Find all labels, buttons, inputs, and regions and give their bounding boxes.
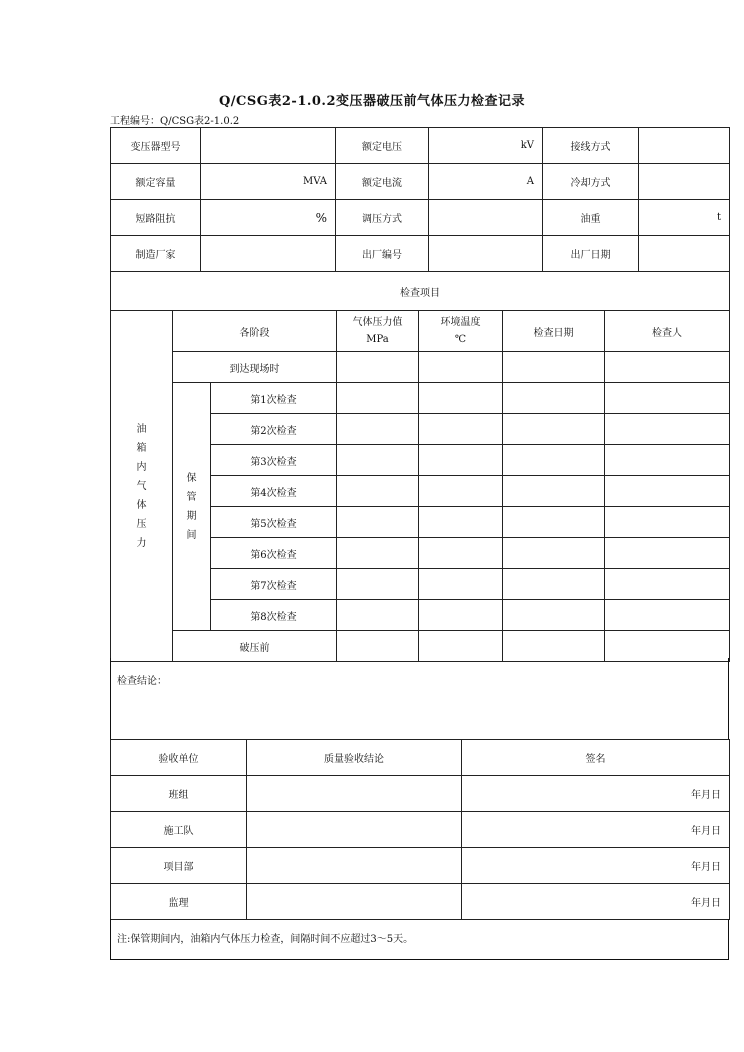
check-cell[interactable] — [605, 445, 730, 476]
project-dept-conclusion[interactable] — [247, 848, 462, 884]
date-text: 年月日 — [691, 862, 721, 873]
supervisor-conclusion[interactable] — [247, 884, 462, 920]
serial-no-value[interactable] — [429, 236, 543, 272]
a-unit: A — [526, 176, 534, 187]
team-conclusion[interactable] — [247, 776, 462, 812]
impedance-label: 短路阻抗 — [111, 200, 201, 236]
check-4-label: 第4次检查 — [211, 476, 337, 507]
info-table — [110, 127, 730, 311]
oil-tank-pressure-label: 油 箱 内 气 体 压 力 — [111, 311, 173, 662]
check-cell[interactable] — [605, 414, 730, 445]
factory-date-value[interactable] — [639, 236, 730, 272]
check-cell[interactable] — [419, 476, 503, 507]
acceptance-table — [110, 739, 730, 920]
check-5-label: 第5次检查 — [211, 507, 337, 538]
check-cell[interactable] — [337, 507, 419, 538]
check-cell[interactable] — [419, 600, 503, 631]
date-text: 年月日 — [691, 898, 721, 909]
check-cell[interactable] — [605, 507, 730, 538]
check-cell[interactable] — [503, 600, 605, 631]
check-cell[interactable] — [605, 569, 730, 600]
check-3-label: 第3次检查 — [211, 445, 337, 476]
manufacturer-value[interactable] — [201, 236, 336, 272]
construction-team-conclusion[interactable] — [247, 812, 462, 848]
before-break-temp[interactable] — [419, 631, 503, 662]
check-cell[interactable] — [337, 476, 419, 507]
connection-label: 接线方式 — [543, 128, 639, 164]
project-dept-signature[interactable] — [462, 848, 730, 884]
check-8-label: 第8次检查 — [211, 600, 337, 631]
connection-value[interactable] — [639, 128, 730, 164]
rated-voltage-label: 额定电压 — [336, 128, 429, 164]
check-cell[interactable] — [419, 414, 503, 445]
before-break-pressure[interactable] — [337, 631, 419, 662]
cooling-label: 冷却方式 — [543, 164, 639, 200]
pressure-header: 气体压力值 MPa — [337, 311, 419, 352]
factory-date-label: 出厂日期 — [543, 236, 639, 272]
oil-weight-label: 油重 — [543, 200, 639, 236]
quality-conclusion-header: 质量验收结论 — [247, 740, 462, 776]
signature-header: 签名 — [462, 740, 730, 776]
cooling-value[interactable] — [639, 164, 730, 200]
kv-unit: kV — [520, 140, 534, 151]
arrival-date[interactable] — [503, 352, 605, 383]
date-text: 年月日 — [691, 826, 721, 837]
inspector-header: 检查人 — [605, 311, 730, 352]
t-unit: t — [716, 212, 721, 223]
acceptance-unit-header: 验收单位 — [111, 740, 247, 776]
temperature-header: 环境温度 ℃ — [419, 311, 503, 352]
mva-unit: MVA — [302, 176, 327, 187]
rated-voltage-value[interactable] — [429, 128, 543, 164]
serial-no-label: 出厂编号 — [336, 236, 429, 272]
check-cell[interactable] — [605, 476, 730, 507]
check-cell[interactable] — [337, 383, 419, 414]
check-cell[interactable] — [337, 414, 419, 445]
check-cell[interactable] — [605, 383, 730, 414]
check-cell[interactable] — [503, 445, 605, 476]
check-cell[interactable] — [503, 414, 605, 445]
manufacturer-label: 制造厂家 — [111, 236, 201, 272]
rated-capacity-label: 额定容量 — [111, 164, 201, 200]
supervisor-signature[interactable] — [462, 884, 730, 920]
check-cell[interactable] — [419, 507, 503, 538]
rated-capacity-value[interactable] — [201, 164, 336, 200]
check-7-label: 第7次检查 — [211, 569, 337, 600]
check-2-label: 第2次检查 — [211, 414, 337, 445]
footnote: 注:保管期间内，油箱内气体压力检查，间隔时间不应超过3～5天。 — [110, 919, 729, 960]
arrival-pressure[interactable] — [337, 352, 419, 383]
check-cell[interactable] — [503, 507, 605, 538]
check-cell[interactable] — [337, 538, 419, 569]
inspection-table — [110, 310, 730, 662]
conclusion-label: 检查结论： — [117, 676, 167, 687]
check-cell[interactable] — [605, 600, 730, 631]
stage-header: 各阶段 — [173, 311, 337, 352]
supervisor-label: 监理 — [111, 884, 247, 920]
transformer-model-value[interactable] — [201, 128, 336, 164]
before-break-inspector[interactable] — [605, 631, 730, 662]
regulation-label: 调压方式 — [336, 200, 429, 236]
check-cell[interactable] — [503, 538, 605, 569]
before-break-label: 破压前 — [173, 631, 337, 662]
check-cell[interactable] — [337, 600, 419, 631]
check-cell[interactable] — [605, 538, 730, 569]
check-cell[interactable] — [419, 383, 503, 414]
arrival-inspector[interactable] — [605, 352, 730, 383]
check-cell[interactable] — [419, 569, 503, 600]
construction-team-label: 施工队 — [111, 812, 247, 848]
date-text: 年月日 — [691, 790, 721, 801]
check-cell[interactable] — [503, 569, 605, 600]
check-cell[interactable] — [337, 445, 419, 476]
conclusion-area[interactable] — [110, 658, 729, 740]
transformer-model-label: 变压器型号 — [111, 128, 201, 164]
page-title: Q/CSG表2-1.0.2变压器破压前气体压力检查记录 — [218, 94, 526, 109]
pct-unit: % — [315, 210, 327, 225]
project-dept-label: 项目部 — [111, 848, 247, 884]
rated-current-label: 额定电流 — [336, 164, 429, 200]
check-cell[interactable] — [337, 569, 419, 600]
rated-current-value[interactable] — [429, 164, 543, 200]
check-cell[interactable] — [503, 476, 605, 507]
check-cell[interactable] — [419, 445, 503, 476]
inspection-header: 检查项目 — [111, 272, 730, 311]
before-break-date[interactable] — [503, 631, 605, 662]
team-label: 班组 — [111, 776, 247, 812]
impedance-value[interactable] — [201, 200, 336, 236]
check-6-label: 第6次检查 — [211, 538, 337, 569]
oil-weight-value[interactable] — [639, 200, 730, 236]
check-cell[interactable] — [419, 538, 503, 569]
check-1-label: 第1次检查 — [211, 383, 337, 414]
regulation-value[interactable] — [429, 200, 543, 236]
construction-team-signature[interactable] — [462, 812, 730, 848]
project-number: 工程编号：Q/CSG表2-1.0.2 — [110, 116, 240, 127]
date-header: 检查日期 — [503, 311, 605, 352]
arrival-row-label: 到达现场时 — [173, 352, 337, 383]
storage-period-label: 保 管 期 间 — [173, 383, 211, 631]
check-cell[interactable] — [503, 383, 605, 414]
team-signature[interactable] — [462, 776, 730, 812]
arrival-temp[interactable] — [419, 352, 503, 383]
